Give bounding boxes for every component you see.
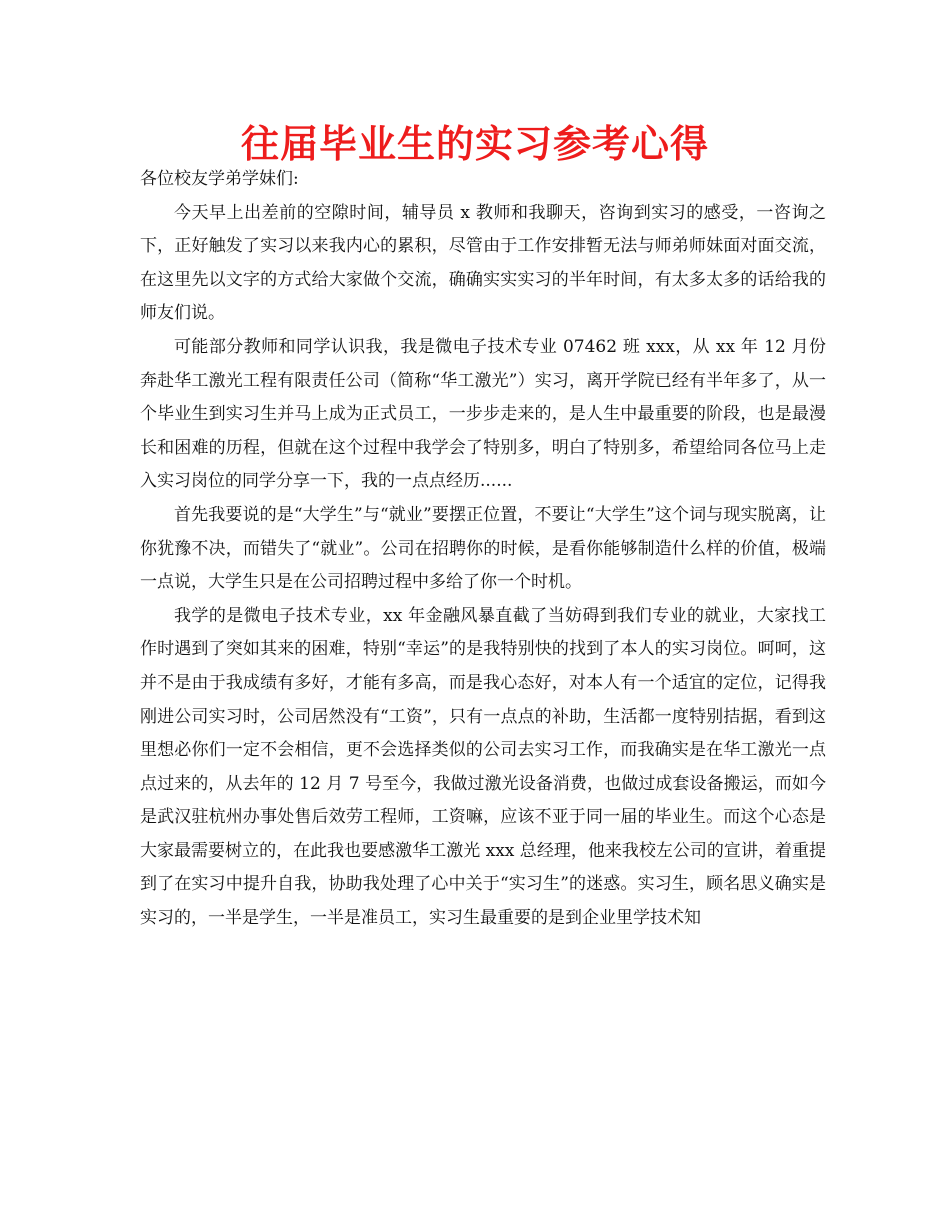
document-body <box>140 163 826 936</box>
document-title: 往届毕业生的实习参考心得 <box>240 122 709 166</box>
paragraph-2: 可能部分教师和同学认识我，我是微电子技术专业 07462 班 xxx，从 xx 年 12 月份奔赴华工激光工程有限责任公司（简称“华工激光”）实习，离开学院已经有半年多了，从一个毕业生到实习生并马上成为正式员工，一步步走来的，是人生中最重要的阶段，也是最漫长和困难的历程，但就在这个过程中我学会了特别多，明白了特别多，希望给同各位马上走入实习岗位的同学分享一下，我的一点点经历...... <box>140 336 826 492</box>
paragraph-3: 首先我要说的是“大学生”与“就业”要摆正位置，不要让“大学生”这个词与现实脱离，让你犹豫不决，而错失了“就业”。公司在招聘你的时候，是看你能够制造什么样的价值，极端一点说，大学生只是在公司招聘过程中多给了你一个时机。 <box>140 504 826 593</box>
salutation: 各位校友学弟学妹们: <box>140 169 299 189</box>
paragraph-4: 我学的是微电子技术专业，xx 年金融风暴直截了当妨碍到我们专业的就业，大家找工作时遇到了突如其来的困难，特别“幸运”的是我特别快的找到了本人的实习岗位。呵呵，这并不是由于我成绩有多好，才能有多高，而是我心态好，对本人有一个适宜的定位，记得我刚进公司实习时，公司居然没有“工资”，只有一点点的补助，生活都一度特别拮据，看到这里想必你们一定不会相信，更不会选择类似的公司去实习工作，而我确实是在华工激光一点点过来的，从去年的 12 月 7 号至今，我做过激光设备消费，也做过成套设备搬运，而如今是武汉驻杭州办事处售后效劳工程师，工资嘛，应该不亚于同一届的毕业生。而这个心态是大家最需要树立的，在此我也要感激华工激光 xxx 总经理，他来我校左公司的宣讲，着重提到了在实习中提升自我，协助我处理了心中关于“实习生”的迷惑。实习生，顾名思义确实是实习的，一半是学生，一半是准员工，实习生最重要的是到企业里学技术知 <box>140 605 826 929</box>
paragraph-1: 今天早上出差前的空隙时间，辅导员 x 教师和我聊天，咨询到实习的感受，一咨询之下，正好触发了实习以来我内心的累积，尽管由于工作安排暂无法与师弟师妹面对面交流，在这里先以文字的方式给大家做个交流，确确实实实习的半年时间，有太多太多的话给我的师友们说。 <box>140 202 826 324</box>
